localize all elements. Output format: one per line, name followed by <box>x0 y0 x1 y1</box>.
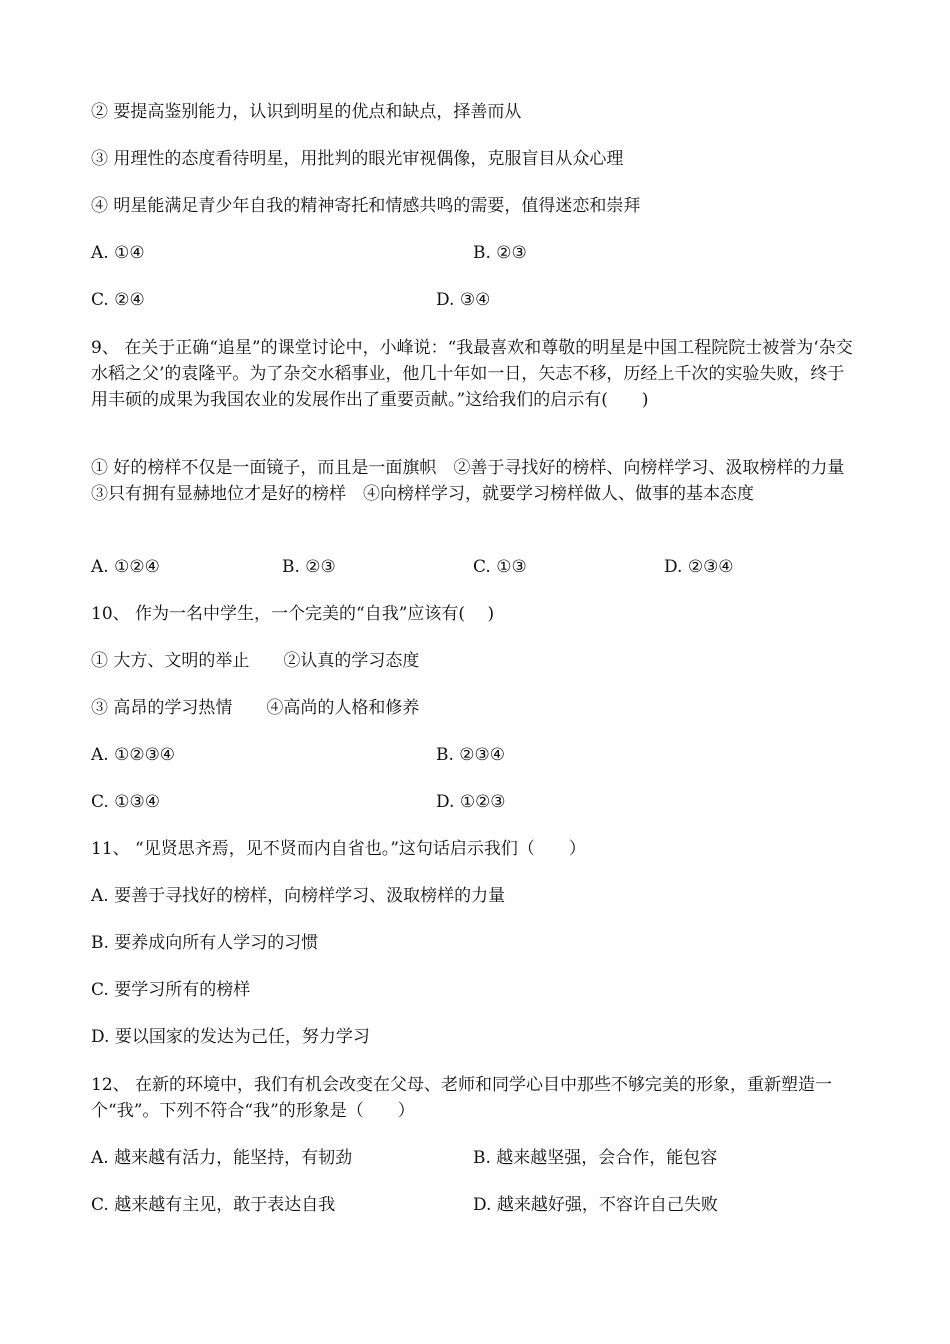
q9-stem: 9、 在关于正确“追星”的课堂讨论中，小峰说：“我最喜欢和尊敬的明星是中国工程院院士被誉为‘杂交水稻之父’的袁隆平。为了杂交水稻事业，他几十年如一日，矢志不移，历经上千次的实验失败，终于用丰硕的成果为我国农业的发展作出了重要贡献。”这给我们的启示有( ) <box>91 338 853 410</box>
q10-items-1: ① 大方、文明的举止 ②认真的学习态度 <box>91 651 420 671</box>
q10-items-2: ③ 高昂的学习热情 ④高尚的人格和修养 <box>91 698 420 718</box>
q12-stem: 12、 在新的环境中，我们有机会改变在父母、老师和同学心目中那些不够完美的形象，重新塑造一个“我”。下列不符合“我”的形象是（ ） <box>91 1075 833 1121</box>
q8-option-b: B. ②③ <box>473 243 527 263</box>
q10-option-d: D. ①②③ <box>436 792 506 812</box>
q11-option-a: A. 要善于寻找好的榜样，向榜样学习、汲取榜样的力量 <box>91 886 506 906</box>
q9-items: ① 好的榜样不仅是一面镜子，而且是一面旗帜 ②善于寻找好的榜样、向榜样学习、汲取榜样的力量 ③只有拥有显赫地位才是好的榜样 ④向榜样学习，就要学习榜样做人、做事的基本态度 <box>91 458 862 504</box>
q8-option-c: C. ②④ <box>91 290 145 310</box>
q11-option-b: B. 要养成向所有人学习的习惯 <box>91 933 319 953</box>
q9-option-d: D. ②③④ <box>664 557 734 577</box>
q12-option-a: A. 越来越有活力，能坚持，有韧劲 <box>91 1148 353 1168</box>
q10-stem: 10、 作为一名中学生，一个完美的“自我”应该有( ) <box>91 604 495 624</box>
q12-option-c: C. 越来越有主见，敢于表达自我 <box>91 1195 336 1215</box>
q8-option-d: D. ③④ <box>436 290 491 310</box>
q9-option-c: C. ①③ <box>473 557 527 577</box>
q12-option-b: B. 越来越坚强，会合作，能包容 <box>473 1148 718 1168</box>
q8-option-a: A. ①④ <box>91 243 145 263</box>
q8-item-4: ④ 明星能满足青少年自我的精神寄托和情感共鸣的需要，值得迷恋和崇拜 <box>91 196 641 216</box>
q9-option-a: A. ①②④ <box>91 557 160 577</box>
q10-option-b: B. ②③④ <box>436 745 506 765</box>
q11-option-c: C. 要学习所有的榜样 <box>91 980 251 1000</box>
q11-stem: 11、 “见贤思齐焉，见不贤而内自省也。”这句话启示我们（ ） <box>91 839 586 859</box>
q12-option-d: D. 越来越好强，不容许自己失败 <box>473 1195 718 1215</box>
q10-option-a: A. ①②③④ <box>91 745 176 765</box>
q11-option-d: D. 要以国家的发达为己任，努力学习 <box>91 1027 370 1047</box>
q8-item-2: ② 要提高鉴别能力，认识到明星的优点和缺点，择善而从 <box>91 102 522 122</box>
q8-item-3: ③ 用理性的态度看待明星，用批判的眼光审视偶像，克服盲目从众心理 <box>91 149 624 169</box>
q10-option-c: C. ①③④ <box>91 792 160 812</box>
q9-option-b: B. ②③ <box>282 557 336 577</box>
